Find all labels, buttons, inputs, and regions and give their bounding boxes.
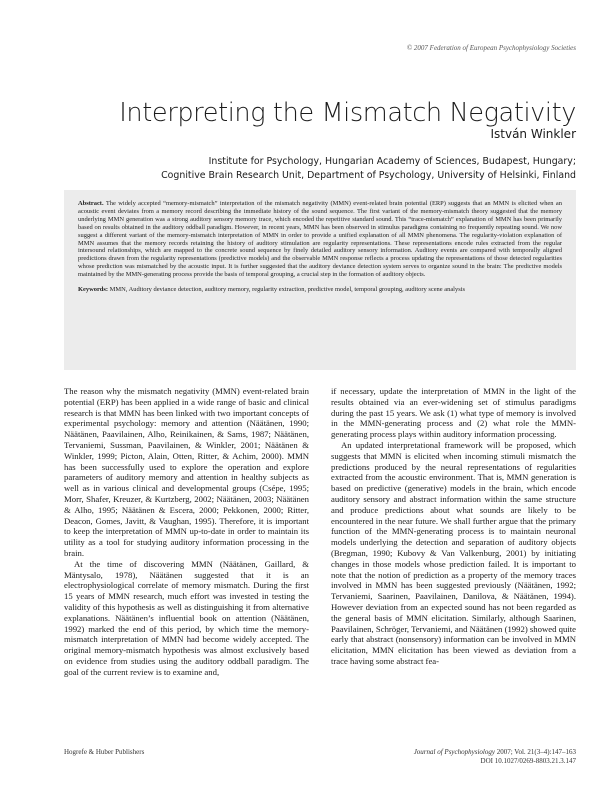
affiliation (161, 155, 576, 183)
journal-name: Journal of Psychophysiology (413, 748, 495, 756)
body-paragraph: An updated interpretational framework will be proposed, which suggests that MMN is elicited when incoming stimuli mismatch the predictions produced by the neural representations of regularities extracted from the acoustic environment. That is, MMN generation is based on predictive (generative) models in the brain, which encode auditory sensory and abstract information within the same structure and produce predictions about what sounds are likely to be encountered in the near future. We shall further argue that the primary function of the MMN-generating process is to maintain neuronal models underlying the detection and separation of auditory objects (Bregman, 1990; Kubovy & Van Valkenburg, 2001) by initiating changes in those models whose prediction failed. It is important to note that the notion of prediction as a property of the memory traces involved in MMN has been suggested previously (Näätänen, 1992; Tervaniemi, Saarinen, Paavilainen, Danilova, & Näätänen, 1994). However deviation from an expected sound has not been regarded as the general basis of MMN elicitation. Similarly, although Saarinen, Paavilainen, Schröger, Tervaniemi, and Näätänen (1992) showed quite early that abstract (nonsensory) information can be involved in MMN elicitation, MMN elicitation has been viewed as deviation from a trace having some abstract fea- (331, 439, 576, 666)
keywords-paragraph (78, 286, 562, 294)
body-paragraph: The reason why the mismatch negativity (MMN) event-related brain potential (ERP) has been applied in a wide range of basic and clinical research is that MMN has been linked with two important concepts of experimental psychology: memory and attention (Näätänen, 1990; Näätänen, Paavilainen, Alho, Reinikainen, & Sams, 1987; Näätänen, Tervaniemi, Sussman, Paavilainen, & Winkler, 2001; Näätänen & Winkler, 1999; Picton, Alain, Otten, Ritter, & Achim, 2000). MMN has been successfully used to explore the operation and explore parameters of auditory memory and attention in healthy subjects as well as in various clinical and developmental groups (Csépe, 1995; Morr, Shafer, Kreuzer, & Kurtzberg, 2002; Näätänen, 2003; Näätänen & Alho, 1995; Näätänen & Escera, 2000; Pekkonen, 2000; Ritter, Deacon, Gomes, Javitt, & Vaughan, 1995). Therefore, it is important to keep the interpretation of MMN up-to-date in order to maintain its utility as a tool for studying auditory information processing in the brain. (64, 386, 309, 558)
copyright-notice: © 2007 Federation of European Psychophysiology Societies (406, 44, 576, 52)
abstract-text: The widely accepted “memory-mismatch” interpretation of the mismatch negativity (MMN) event-related brain potential (ERP) suggests that an MMN is elicited when an acoustic event deviates from a memory record describing the immediate history of the sound sequence. The first variant of the memory-mismatch theory suggested that the memory underlying MMN generation was a strong auditory sensory memory trace, which encoded the repetitive standard sound. This “trace-mismatch” explanation of MMN has been primarily based on results obtained in the auditory oddball paradigm. However, in recent years, MMN has been observed in stimulus paradigms containing no frequently repeating sound. We now suggest a different variant of the memory-mismatch interpretation of MMN in order to provide a unified explanation of all MMN phenomena. The regularity-violation explanation of MMN assumes that the memory records retaining the history of auditory stimulation are regularity representations. These representations encode rules extracted from the regular intersound relationships, which are mapped to the concrete sound sequence by finely detailed auditory sensory information. Auditory events are compared with temporally aligned predictions drawn from the regularity representations (predictive models) and the observable MMN response reflects a process updating the representations of those detected regularities whose prediction was mismatched by the acoustic input. It is further suggested that the auditory deviance detection system serves to organize sound in the brain: The predictive models maintained by the MMN-generating process provide the basis of temporal grouping, a crucial step in the formation of auditory objects. (78, 200, 562, 279)
keywords-text: MMN, Auditory deviance detection, auditory memory, regularity extraction, predictive model, temporal grouping, auditory scene analysis (109, 286, 465, 294)
abstract-box (64, 190, 576, 370)
body-column-right (331, 386, 576, 667)
article-title: Interpreting the Mismatch Negativity (119, 98, 576, 129)
affiliation-line-2: Cognitive Brain Research Unit, Department of Psychology, University of Helsinki, Finland (161, 170, 576, 181)
body-paragraph: if necessary, update the interpretation of MMN in the light of the results obtained via an ever-widening set of stimulus paradigms during the past 15 years. We ask (1) what type of memory is involved in the MMN-generating process and (2) what role the MMN-generating process plays within auditory information processing. (331, 386, 576, 440)
abstract-paragraph (78, 200, 562, 279)
keywords-label: Keywords: (78, 286, 109, 294)
footer-citation (414, 748, 576, 766)
doi: DOI 10.1027/0269-8803.21.3.147 (480, 757, 576, 765)
journal-citation (414, 748, 576, 757)
author-name: István Winkler (490, 127, 576, 141)
abstract-label: Abstract. (78, 200, 104, 207)
journal-volume: 2007; Vol. 21(3–4):147–163 (494, 748, 576, 756)
body-paragraph: At the time of discovering MMN (Näätänen, Gaillard, & Mäntysalo, 1978), Näätänen suggested that it is an electrophysiological correlate of memory mismatch. During the first 15 years of MMN research, much effort was invested in testing the validity of this hypothesis as well as distinguishing it from alternative explanations. Näätänen’s influential book on attention (Näätänen, 1992) marked the end of this period, by which time the memory-mismatch interpretation of MMN had become widely accepted. The original memory-mismatch hypothesis was almost exclusively based on evidence from studies using the auditory oddball paradigm. The goal of the current review is to examine and, (64, 558, 309, 677)
body-column-left (64, 386, 309, 678)
footer-publisher: Hogrefe & Huber Publishers (64, 748, 145, 756)
affiliation-line-1: Institute for Psychology, Hungarian Academy of Sciences, Budapest, Hungary; (208, 156, 576, 167)
